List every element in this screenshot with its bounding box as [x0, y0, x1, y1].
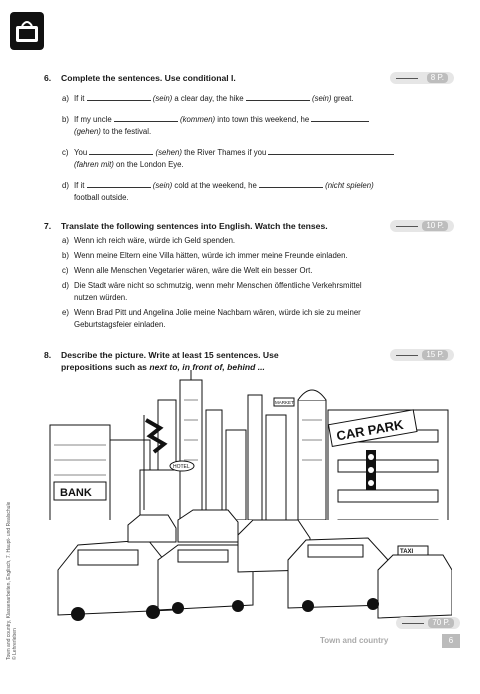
taxi-sign-text: TAXI	[400, 549, 414, 555]
task-7-item-b: b) Wenn meine Eltern eine Villa hätten, würde ich immer meine Freunde einladen.	[62, 251, 348, 260]
task-6	[44, 72, 454, 204]
answer-blank[interactable]	[259, 178, 323, 188]
answer-blank[interactable]	[87, 91, 151, 101]
task-6-title: 6. Complete the sentences. Use conditional I.	[44, 73, 236, 83]
shopping-bag-icon	[13, 16, 41, 46]
footer	[300, 634, 460, 650]
car-park-sign-text: CAR PARK	[335, 416, 405, 444]
city-street-illustration	[48, 370, 452, 626]
task-7-points: 10 P.	[390, 220, 454, 232]
task-8-points: 15 P.	[390, 349, 454, 361]
task-7-item-e: e) Wenn Brad Pitt und Angelina Jolie meine Nachbarn wären, würde ich sie zu meiner Geburtstagsfeier einladen.	[62, 308, 361, 329]
task-7-item-d: d) Die Stadt wäre nicht so schmutzig, wenn mehr Menschen öffentliche Verkehrsmittel nutzen würden.	[62, 281, 362, 302]
task-6-item-d: d) If it (sein) cold at the weekend, he (nicht spielen) football outside.	[62, 178, 454, 204]
answer-blank[interactable]	[114, 112, 178, 122]
footer-title: Town and country	[320, 636, 389, 645]
task-6-points: 8 P.	[390, 72, 454, 84]
task-6-item-a: a) If it (sein) a clear day, the hike (sein) great.	[62, 91, 454, 105]
copyright-text: Town and country, Klassenarbeiten, Englisch, 7. Haupt- und Realschule © Lehrerleben	[6, 501, 18, 660]
task-6-item-b: b) If my uncle (kommen) into town this weekend, he (gehen) to the festival.	[62, 112, 454, 138]
bank-sign-text: BANK	[60, 487, 92, 499]
total-points: 70 P.	[396, 617, 460, 629]
task-7-item-c: c) Wenn alle Menschen Vegetarier wären, wäre die Welt ein besser Ort.	[62, 266, 313, 275]
bag-logo	[10, 12, 44, 50]
task-8-title: 8. Describe the picture. Write at least 15 sentences. Use prepositions such as next to, in front of, behind ...	[44, 350, 279, 372]
answer-blank[interactable]	[311, 112, 369, 122]
answer-blank[interactable]	[89, 145, 153, 155]
page-number: 6	[442, 634, 460, 648]
task-6-item-c: c) You (sehen) the River Thames if you (fahren mit) on the London Eye.	[62, 145, 454, 171]
task-7-title: 7. Translate the following sentences into English. Watch the tenses.	[44, 221, 328, 231]
sidebar-copyright	[6, 501, 26, 660]
task-7-item-a: a) Wenn ich reich wäre, würde ich Geld spenden.	[62, 236, 236, 245]
task-7	[44, 220, 454, 331]
hotel-sign-text: HOTEL	[173, 464, 190, 470]
answer-blank[interactable]	[87, 178, 151, 188]
market-sign-text: MARKET	[275, 400, 294, 405]
answer-blank[interactable]	[246, 91, 310, 101]
answer-blank[interactable]	[268, 145, 394, 155]
